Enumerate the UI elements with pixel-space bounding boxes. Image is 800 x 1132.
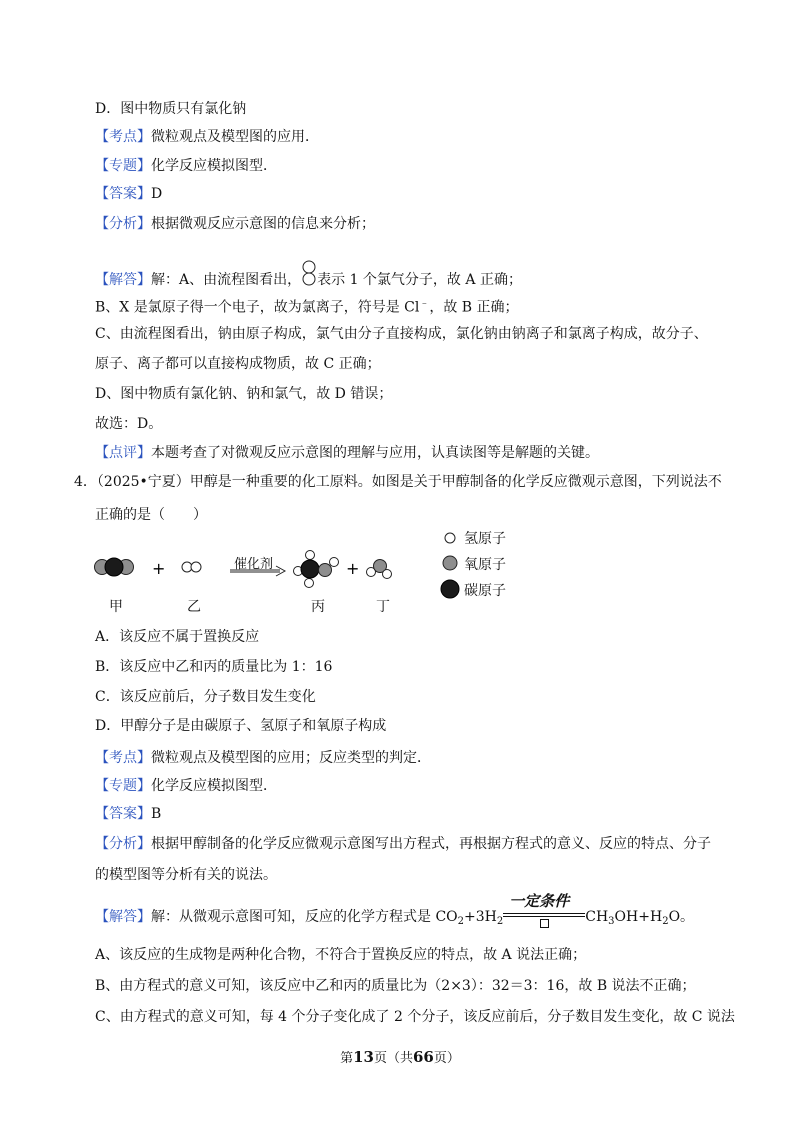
legend-oxygen-icon [441, 554, 459, 572]
condition-text: 一定条件 [509, 892, 570, 910]
jieda-post: CH [585, 909, 609, 925]
q4-option-b: B．该反应中乙和丙的质量比为 1：16 [95, 659, 333, 675]
sub-3: 3 [608, 916, 615, 927]
q4-fenxi-line2: 的模型图等分析有关的说法。 [95, 867, 277, 883]
q3-line-d: D、图中物质有氯化钠、钠和氯气，故 D 错误； [95, 386, 393, 402]
q3-fenxi [95, 214, 375, 234]
plus-sign-2: + [346, 559, 360, 578]
kaodian-tag: 【考点】 [95, 750, 151, 766]
jieda-pre: 解：从微观示意图可知，反应的化学方程式是 CO [151, 909, 458, 925]
q3-dianping [95, 443, 599, 463]
q4-line-c: C、由方程式的意义可知，每 4 个分子变化成了 2 个分子，该反应前后，分子数目发生变化，故 C 说法 [95, 1009, 735, 1025]
equals-line-top [503, 913, 585, 914]
catalyst-label: 催化剂 [234, 557, 274, 572]
kaodian-text: 微粒观点及模型图的应用；反应类型的判定． [151, 750, 431, 766]
condition-arrow [503, 892, 585, 925]
jieda-post2: OH+H [614, 909, 663, 925]
page-number: 13 [353, 1048, 374, 1066]
sub-2a: 2 [457, 916, 465, 927]
jieda-pre: 解：A、由流程图看出， [151, 272, 302, 288]
q3-zhuanti [95, 156, 277, 176]
legend-carbon-label: 碳原子 [464, 583, 506, 599]
daan-text: B [151, 806, 162, 822]
line-b-sup: ﹣ [419, 298, 430, 309]
molecule-yi-icon [182, 562, 201, 572]
q4-stem-line1 [74, 472, 722, 492]
q3-daan [95, 184, 162, 204]
fenxi-tag: 【分析】 [95, 216, 151, 232]
footer-mid: 页（共 [373, 1051, 413, 1066]
page-footer [0, 1047, 800, 1066]
sub-2c: 2 [662, 916, 669, 927]
label-yi: 乙 [187, 599, 201, 615]
zhuanti-tag: 【专题】 [95, 778, 151, 794]
q3-option-d: D．图中物质只有氯化钠 [95, 101, 247, 117]
jieda-mid: +3H [464, 909, 497, 925]
condition-box-icon [540, 919, 549, 928]
q4-option-c: C．该反应前后，分子数目发生变化 [95, 689, 316, 705]
kaodian-text: 微粒观点及模型图的应用． [151, 129, 319, 145]
dianping-tag: 【点评】 [95, 445, 151, 461]
molecule-jia-icon [95, 558, 134, 576]
footer-pre: 第 [340, 1051, 354, 1066]
label-ding: 丁 [376, 599, 390, 615]
q3-line-b [95, 294, 519, 318]
plus-sign-1: + [152, 559, 166, 578]
q3-line-c1: C、由流程图看出，钠由原子构成，氯气由分子直接构成，氯化钠由钠离子和氯离子构成，故分子、 [95, 326, 708, 342]
zhuanti-tag: 【专题】 [95, 158, 151, 174]
jieda-post: 表示 1 个氯气分子，故 A 正确； [317, 272, 522, 288]
jieda-tag: 【解答】 [95, 272, 151, 288]
fenxi-text: 根据微观反应示意图的信息来分析； [151, 216, 375, 232]
line-b-text: B、X 是氯原子得一个电子，故为氯离子，符号是 Cl [95, 299, 420, 316]
q4-stem1: （2025•宁夏）甲醇是一种重要的化工原料。如图是关于甲醇制备的化学反应微观示意图，下列说法不 [96, 474, 722, 490]
legend-hydrogen-icon [442, 530, 458, 546]
chlorine-molecule-icon [301, 260, 317, 288]
molecule-ding-icon [367, 560, 392, 579]
legend-oxygen-label: 氧原子 [464, 557, 506, 573]
label-jia: 甲 [109, 599, 123, 615]
fenxi-tag: 【分析】 [95, 836, 151, 852]
q4-option-a: A．该反应不属于置换反应 [95, 629, 260, 645]
zhuanti-text: 化学反应模拟图型． [151, 778, 277, 794]
q4-number: 4． [74, 474, 97, 490]
q4-stem-line2: 正确的是（ ） [95, 507, 207, 523]
equals-line-bottom [503, 916, 585, 917]
legend-hydrogen-label: 氢原子 [464, 531, 506, 547]
q3-line-c2: 原子、离子都可以直接构成物质，故 C 正确； [95, 356, 381, 372]
q3-jieda [95, 260, 522, 290]
fenxi-text1: 根据甲醇制备的化学反应微观示意图写出方程式，再根据方程式的意义、反应的特点、分子 [151, 836, 711, 852]
q4-zhuanti [95, 776, 277, 796]
jieda-tag: 【解答】 [95, 909, 151, 925]
legend-carbon-icon [439, 578, 461, 600]
q4-jieda [95, 892, 695, 932]
q4-line-a: A、该反应的生成物是两种化合物，不符合于置换反应的特点，故 A 说法正确； [95, 947, 587, 963]
dianping-text: 本题考查了对微观反应示意图的理解与应用，认真读图等是解题的关键。 [151, 445, 599, 461]
q4-fenxi [95, 834, 711, 854]
q3-kaodian [95, 127, 319, 147]
q4-line-b: B、由方程式的意义可知，该反应中乙和丙的质量比为（2×3）：32＝3：16，故 B 说法不正确； [95, 978, 696, 994]
line-b-end: ，故 B 正确； [429, 299, 519, 316]
q3-guxuan: 故选：D。 [95, 416, 163, 432]
jieda-post3: O。 [668, 909, 695, 925]
page-total: 66 [413, 1048, 434, 1066]
kaodian-tag: 【考点】 [95, 129, 151, 145]
sub-2b: 2 [496, 916, 504, 927]
daan-tag: 【答案】 [95, 186, 151, 202]
molecule-bing-icon [294, 551, 339, 588]
zhuanti-text: 化学反应模拟图型． [151, 158, 277, 174]
label-bing: 丙 [311, 599, 325, 615]
q4-option-d: D．甲醇分子是由碳原子、氢原子和氧原子构成 [95, 718, 387, 734]
footer-post: 页） [433, 1051, 460, 1066]
daan-tag: 【答案】 [95, 806, 151, 822]
daan-text: D [151, 186, 163, 202]
q4-daan [95, 804, 161, 824]
q4-kaodian [95, 748, 431, 768]
